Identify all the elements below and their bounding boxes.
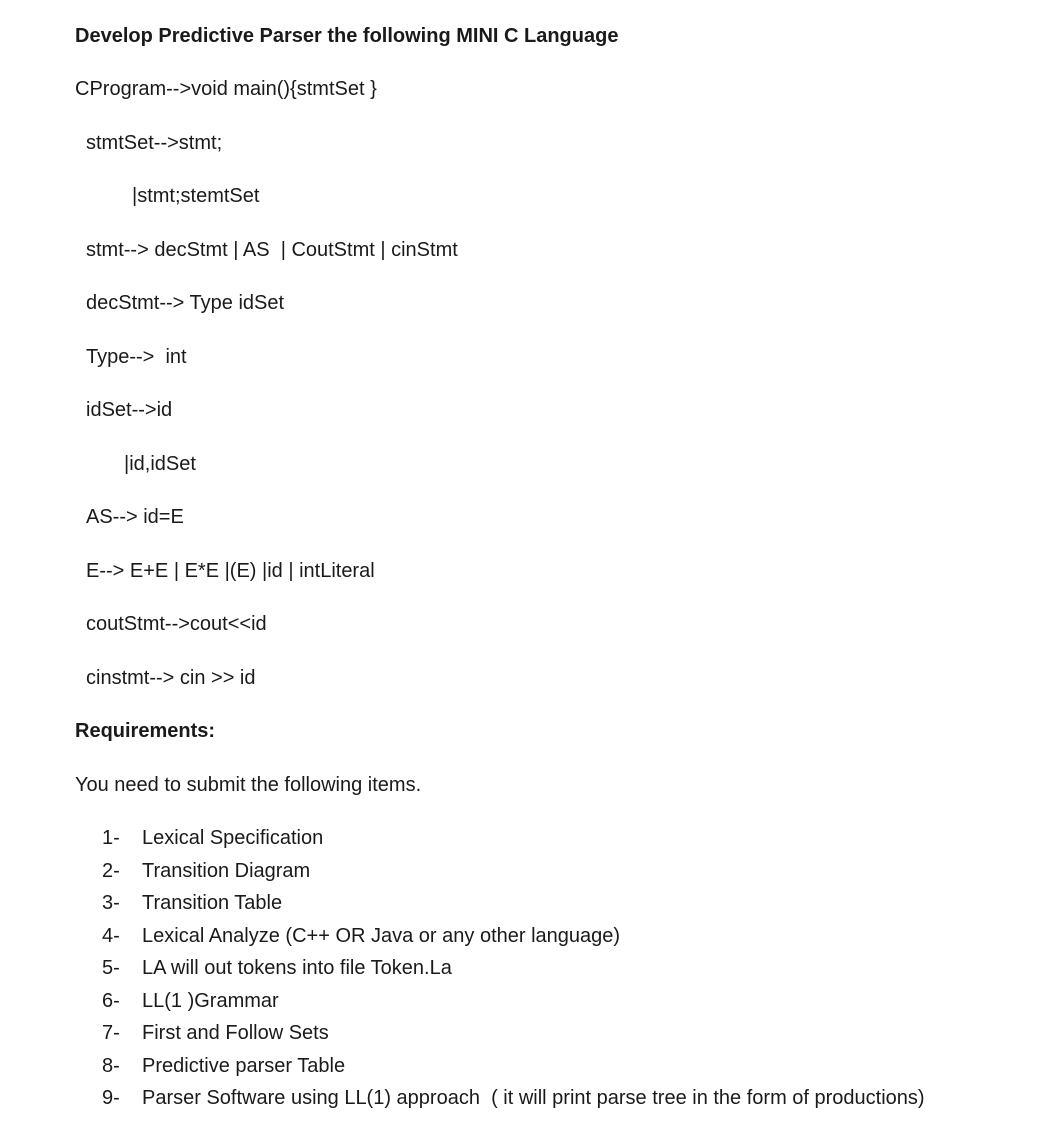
list-item-number: 3- bbox=[102, 892, 120, 914]
grammar-rule-stmtset-alt: |stmt;stemtSet bbox=[132, 185, 260, 207]
grammar-rule-idset-alt: |id,idSet bbox=[124, 453, 196, 475]
list-item-number: 2- bbox=[102, 859, 120, 882]
list-item-text: Parser Software using LL(1) approach ( it will print parse tree in the form of productions) bbox=[142, 1087, 925, 1109]
list-item-number: 8- bbox=[102, 1054, 120, 1077]
grammar-rule-stmtset: stmtSet-->stmt; bbox=[86, 132, 223, 154]
grammar-rule-type: Type--> int bbox=[86, 346, 187, 368]
list-item bbox=[102, 1084, 925, 1117]
list-item-text: LA will out tokens into file Token.La bbox=[142, 957, 452, 979]
list-item-number: 5- bbox=[102, 957, 120, 979]
grammar-rule-decstmt: decStmt--> Type idSet bbox=[86, 292, 285, 314]
grammar-rule-cprogram: CProgram-->void main(){stmtSet } bbox=[75, 78, 377, 100]
grammar-rule-coutstmt: coutStmt-->cout<<id bbox=[86, 613, 267, 635]
list-item-text: Transition Diagram bbox=[142, 859, 311, 882]
grammar-rule-idset: idSet-->id bbox=[86, 399, 173, 421]
list-item bbox=[102, 824, 925, 857]
list-item bbox=[102, 857, 925, 890]
document-title: Develop Predictive Parser the following MINI C Language bbox=[75, 25, 619, 47]
grammar-rule-stmt: stmt--> decStmt | AS | CoutStmt | cinStmt bbox=[86, 239, 458, 261]
list-item-number: 4- bbox=[102, 924, 120, 947]
list-item-text: LL(1 )Grammar bbox=[142, 989, 279, 1012]
list-item-number: 6- bbox=[102, 989, 120, 1012]
requirements-list bbox=[102, 824, 925, 1117]
list-item-number: 1- bbox=[102, 827, 120, 849]
grammar-rule-cinstmt: cinstmt--> cin >> id bbox=[86, 667, 256, 689]
list-item-text: First and Follow Sets bbox=[142, 1022, 329, 1044]
list-item bbox=[102, 1019, 925, 1052]
list-item-text: Predictive parser Table bbox=[142, 1054, 346, 1077]
list-item-number: 7- bbox=[102, 1022, 120, 1044]
requirements-intro: You need to submit the following items. bbox=[75, 774, 422, 796]
list-item-text: Lexical Analyze (C++ OR Java or any other language) bbox=[142, 924, 621, 947]
list-item-text: Transition Table bbox=[142, 892, 283, 914]
list-item bbox=[102, 987, 925, 1020]
list-item bbox=[102, 889, 925, 922]
requirements-heading: Requirements: bbox=[75, 720, 216, 742]
grammar-rule-e: E--> E+E | E*E |(E) |id | intLiteral bbox=[86, 560, 375, 582]
list-item-text: Lexical Specification bbox=[142, 827, 324, 849]
grammar-rule-as: AS--> id=E bbox=[86, 506, 184, 528]
list-item bbox=[102, 922, 925, 955]
list-item-number: 9- bbox=[102, 1087, 120, 1109]
list-item bbox=[102, 954, 925, 987]
list-item bbox=[102, 1052, 925, 1085]
